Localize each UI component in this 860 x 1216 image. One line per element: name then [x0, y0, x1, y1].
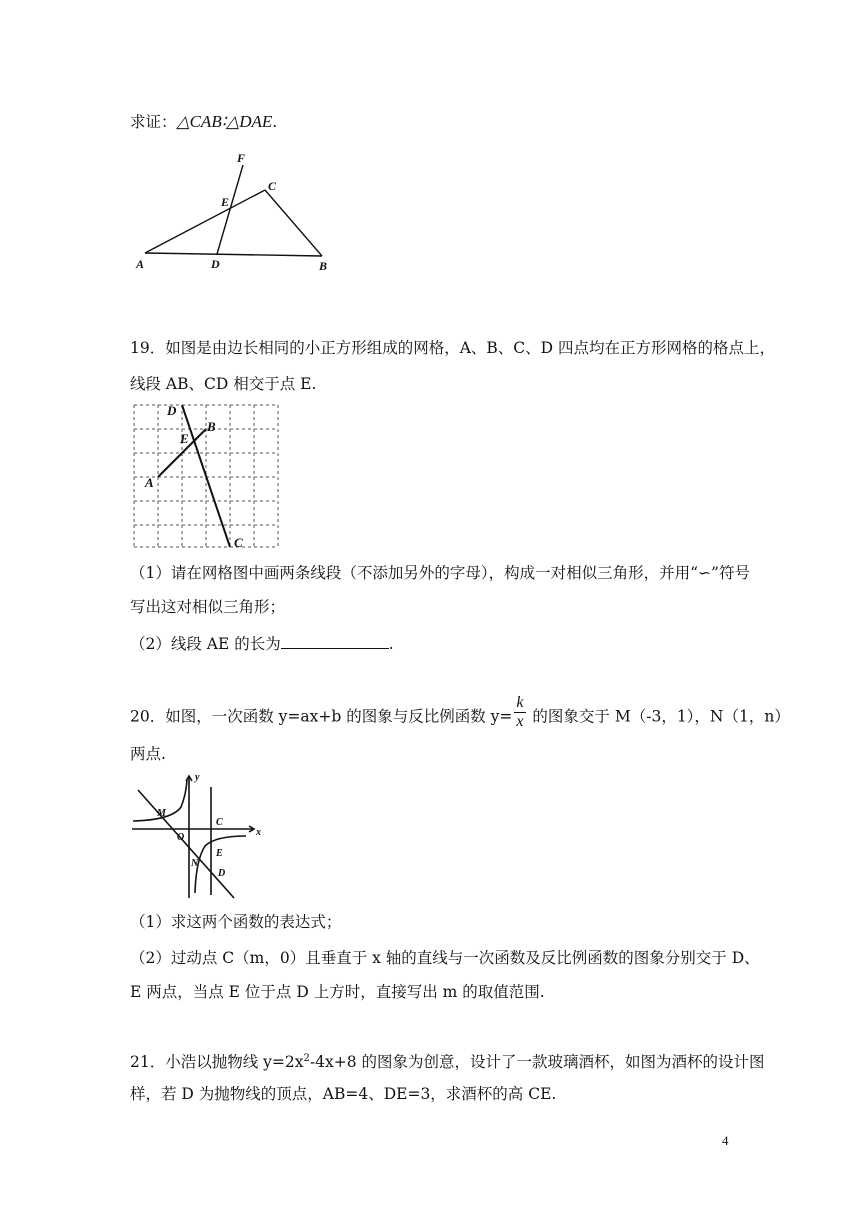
q19-part2-suffix: . — [388, 635, 394, 653]
q21-line-2: 样，若 D 为抛物线的顶点，AB=4、DE=3，求酒杯的高 CE. — [130, 1085, 557, 1103]
q18-prove-math: △CAB∶△DAE — [176, 112, 273, 131]
q20-frac-denominator: x — [516, 713, 524, 730]
q19-label-E: E — [180, 431, 189, 446]
q19-part2-prefix: （2）线段 AE 的长为 — [130, 635, 281, 653]
q20-line-1a: 20．如图，一次函数 y=ax+b 的图象与反比例函数 y= — [130, 707, 513, 726]
q19-line-1: 19．如图是由边长相同的小正方形组成的网格，A、B、C、D 四点均在正方形网格的格点上， — [130, 339, 776, 357]
q20-label-N: N — [191, 858, 199, 869]
q20-line-1 — [130, 694, 790, 731]
q20-frac-numerator: k — [516, 694, 524, 711]
q19-part1-line-1: （1）请在网格图中画两条线段（不添加另外的字母），构成一对相似三角形，并用“∽”符号 — [130, 564, 750, 582]
q19-line-2: 线段 AB、CD 相交于点 E. — [130, 375, 317, 393]
q20-label-O: O — [177, 832, 185, 843]
q20-line-1b: 的图象交于 M（-3，1），N（1，n） — [527, 707, 790, 726]
q18-label-D: D — [211, 257, 220, 271]
q19-label-D: D — [167, 403, 177, 418]
q20-label-x: x — [256, 827, 261, 838]
q20-label-C: C — [216, 817, 223, 828]
q18-label-B: B — [319, 259, 328, 273]
q20-part2-line-2: E 两点，当点 E 位于点 D 上方时，直接写出 m 的取值范围. — [130, 983, 545, 1001]
q18-label-E: E — [221, 195, 230, 209]
q20-part1: （1）求这两个函数的表达式； — [130, 913, 342, 931]
q19-part2 — [130, 634, 394, 654]
q19-label-B: B — [207, 419, 216, 434]
q19-answer-blank — [281, 634, 389, 649]
q21-line-1b: -4x+8 的图象为创意，设计了一款玻璃酒杯，如图为酒杯的设计图 — [309, 1053, 765, 1072]
q18-label-F: F — [237, 151, 246, 165]
q18-label-A: A — [136, 257, 145, 271]
q19-label-A: A — [145, 475, 154, 490]
q21-line-1 — [130, 1049, 765, 1072]
q18-label-C: C — [268, 179, 277, 193]
q20-part2-line-1: （2）过动点 C（m，0）且垂直于 x 轴的直线与一次函数及反比例函数的图象分别交于 D、 — [130, 949, 760, 967]
q18-prove-statement — [130, 112, 277, 132]
q18-prove-suffix: . — [272, 113, 278, 131]
q20-label-y: y — [195, 772, 200, 783]
q20-line-2: 两点. — [130, 745, 166, 763]
q18-prove-prefix: 求证： — [130, 113, 177, 131]
q19-part1-line-2: 写出这对相似三角形； — [130, 598, 286, 616]
q20-label-D: D — [218, 868, 226, 879]
q20-fraction-k-over-x — [514, 694, 525, 731]
q21-exponent: 2 — [303, 1053, 310, 1064]
q19-label-C: C — [234, 535, 243, 550]
q20-label-M: M — [157, 808, 166, 819]
page-number: 4 — [722, 1133, 729, 1148]
q20-label-E: E — [216, 848, 223, 859]
q21-line-1a: 21．小浩以抛物线 y=2x — [130, 1053, 304, 1072]
